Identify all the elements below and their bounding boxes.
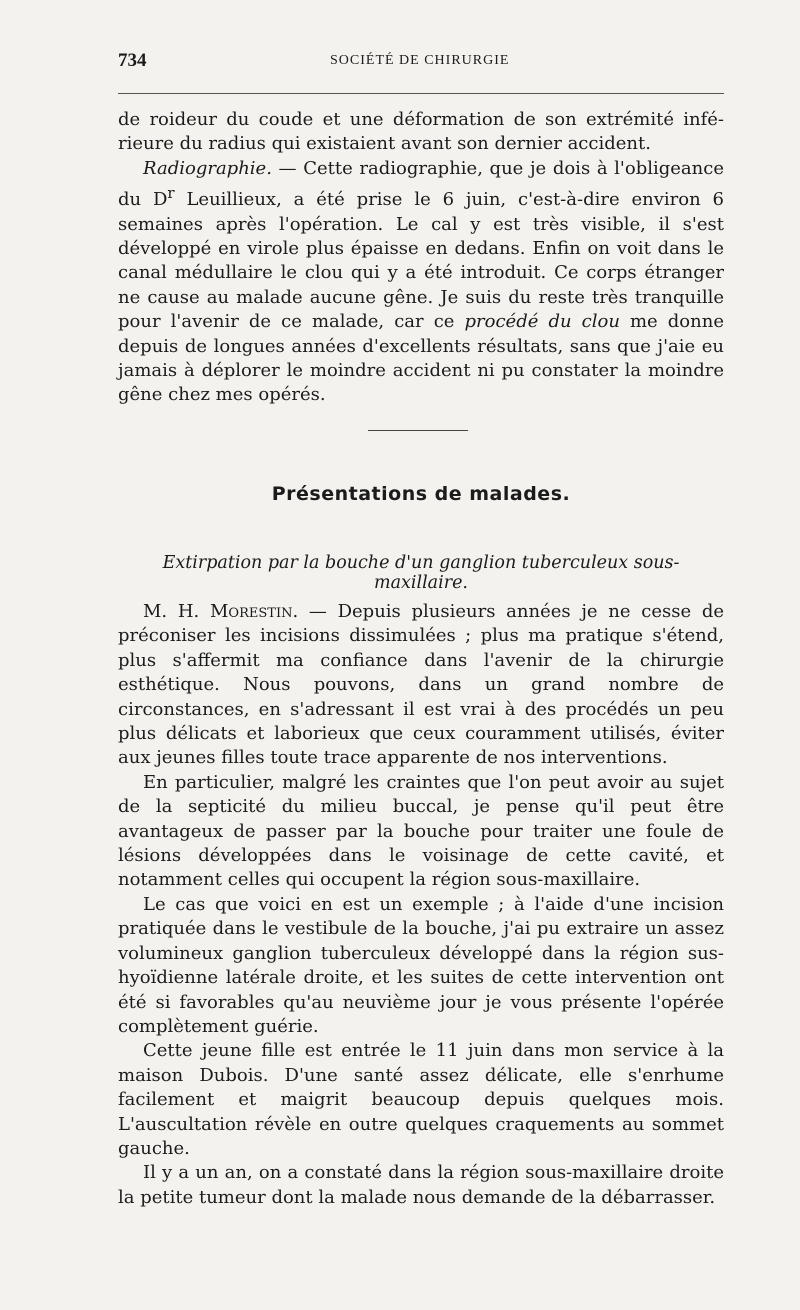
paragraph-2: En particulier, malgré les craintes que l'on peut avoir au sujet de la septicité du milieu buccal, je pense qu'il peut être avantageux de passer par la bouche pour traiter une foule de lésions développées dans le voisinage de cette cavité, et notamment celles qui occupent la région sous-maxillaire. bbox=[118, 771, 724, 891]
continued-text-block bbox=[118, 108, 724, 408]
section-subtitle: Extirpation par la bouche d'un ganglion tuberculeux sous-maxillaire. bbox=[162, 553, 680, 593]
page-number: 734 bbox=[118, 50, 147, 71]
paragraph-1-text: . — Depuis plusieurs années je ne cesse de préconiser les incisions dissimulées ; plus ma pratique s'étend, plus s'affermit ma confiance dans l'avenir de la chirurgie esthétique. Nous pouvons, dans un grand nombre de circonstances, en s'adressant il est vrai à des procédés un peu plus délicats et laborieux que ceux couramment utilisés, éviter aux jeunes filles toute trace apparente de nos interventions. bbox=[118, 601, 724, 769]
paragraph-1 bbox=[118, 600, 724, 771]
radiographie-paragraph bbox=[118, 157, 724, 408]
header-rule bbox=[118, 93, 724, 94]
intro-line-2: rieure du radius qui existaient avant son dernier accident. bbox=[118, 133, 651, 155]
intro-paragraph bbox=[118, 108, 724, 157]
paragraph-3: Le cas que voici en est un exemple ; à l'aide d'une incision pratiquée dans le vestibule de la bouche, j'ai pu extraire un assez volumineux ganglion tuberculeux développé dans la région sus-hyoïdienne latérale droite, et les suites de cette intervention ont été si favorables qu'au neuvième jour je vous présente l'opérée complètement guérie. bbox=[118, 893, 724, 1037]
section-divider bbox=[368, 430, 468, 431]
running-head: SOCIÉTÉ DE CHIRURGIE bbox=[330, 53, 510, 68]
radiographie-text-2: Leuillieux, a été prise le 6 juin, c'est-à-dire environ 6 semaines après l'opération. Le cal y est très visible, il s'est développé en virole plus épaisse en dedans. Enfin on voit dans le canal médullaire le clou qui y a été introduit. Ce corps étranger ne cause au malade aucune gêne. Je suis du reste très tranquille pour l'avenir de ce malade, car ce bbox=[118, 189, 724, 333]
author-name: Morestin bbox=[210, 601, 293, 622]
page-header bbox=[118, 50, 724, 72]
doctor-superscript: r bbox=[167, 184, 175, 203]
radiographie-text-3: me donne depuis de longues années d'excellents résultats, sans que j'aie eu jamais à déplorer le moindre accident ni pu constater la moindre gêne chez mes opérés. bbox=[118, 311, 724, 406]
paragraph-5: Il y a un an, on a constaté dans la région sous-maxillaire droite la petite tumeur dont la malade nous demande de la débarrasser. bbox=[118, 1162, 724, 1208]
radiographie-label: Radiographie. bbox=[143, 157, 272, 179]
author-prefix: M. H. bbox=[143, 601, 210, 622]
procede-du-clou: procédé du clou bbox=[464, 311, 620, 333]
radiographie-text-1: — Cette radiographie, que je dois à l'obligeance du D bbox=[118, 157, 724, 211]
intro-line-1: de roideur du coude et une déformation de son extrémité infé- bbox=[118, 109, 724, 130]
section-title: Présentations de malades. bbox=[271, 483, 571, 505]
body-text-block bbox=[118, 600, 724, 1210]
paragraph-4: Cette jeune fille est entrée le 11 juin dans mon service à la maison Dubois. D'une santé assez délicate, elle s'enrhume facilement et maigrit beaucoup depuis quelques mois. L'auscultation révèle en outre quelques craquements au sommet gauche. bbox=[118, 1040, 724, 1159]
